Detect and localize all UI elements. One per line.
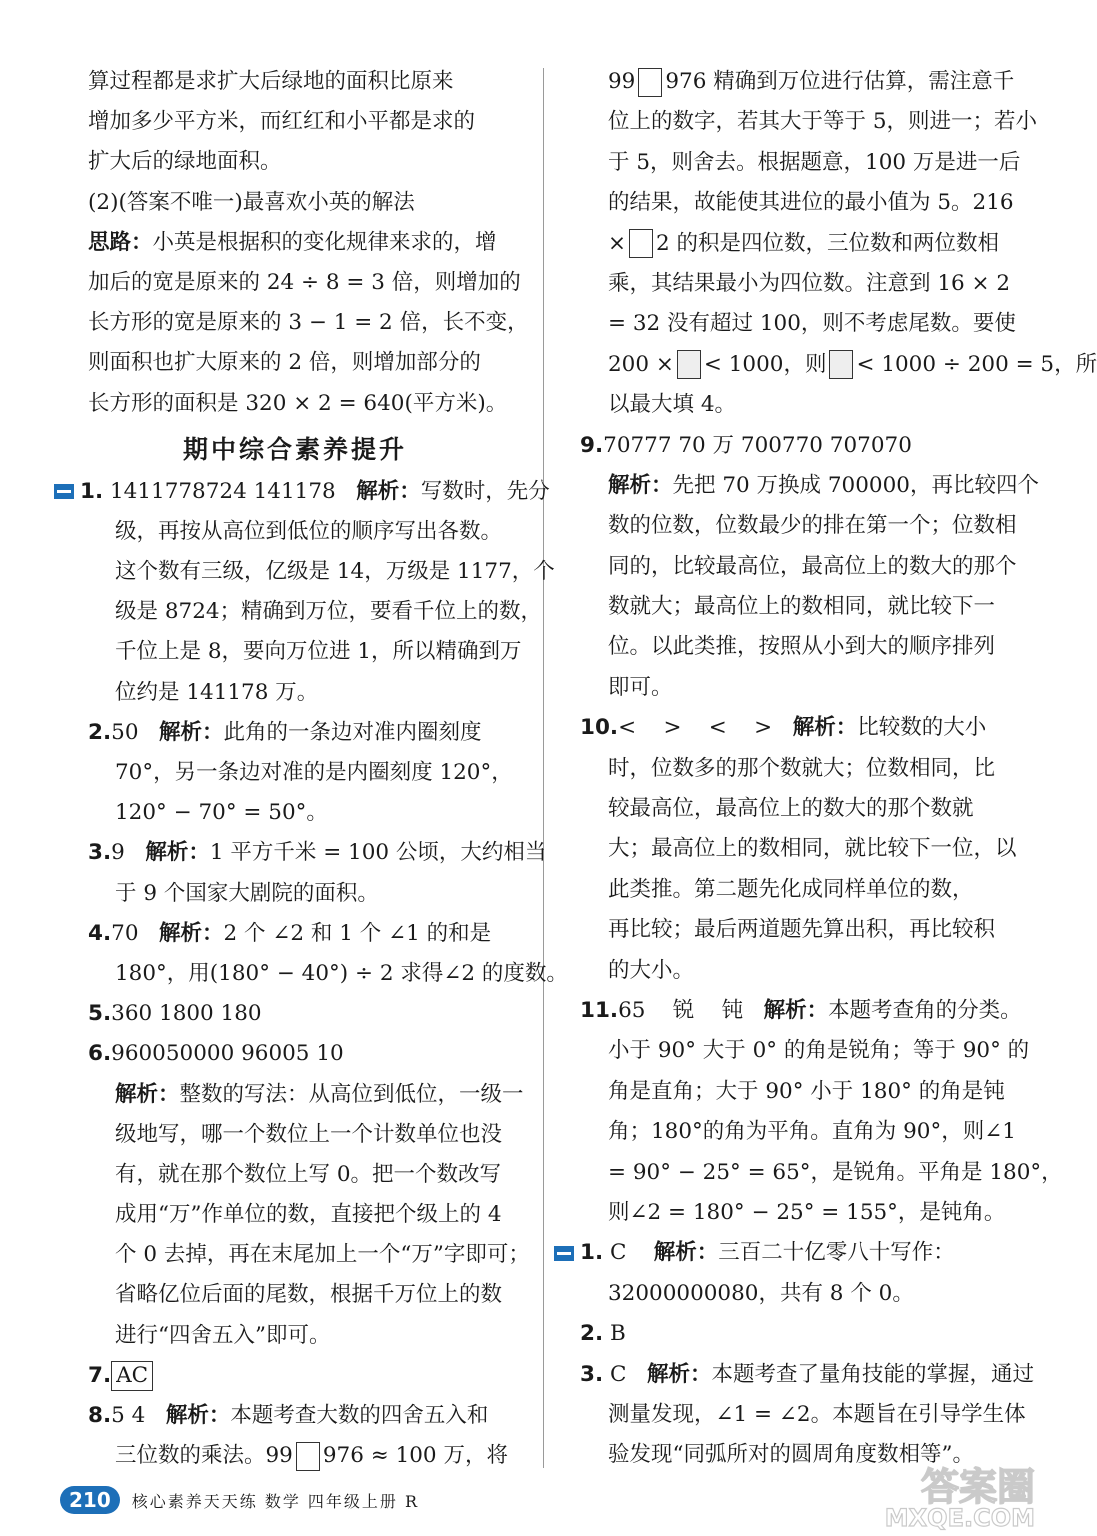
question-number: 8. [88, 1403, 112, 1428]
text-line: (2)(答案不唯一)最喜欢小英的解法 [88, 189, 415, 215]
answer: 70777 70 万 700770 707070 [603, 432, 912, 458]
question-number: 10. [580, 715, 619, 741]
text-span: < 1000 ÷ 200 = 5，所 [856, 351, 1097, 377]
text-line: = 32 没有超过 100，则不考虑尾数。要使 [608, 311, 1016, 337]
text-line: 验发现“同弧所对的圆周角度数相等”。 [608, 1442, 974, 1468]
left-column [60, 62, 568, 1476]
blank-box [829, 350, 853, 379]
text-span: 本题考查了量角技能的掌握，通过 [711, 1361, 1034, 1387]
text-span: 976 ≈ 100 万，将 [322, 1443, 508, 1469]
text-line: 此类推。第二题先化成同样单位的数， [608, 876, 974, 902]
question-number: 7. [88, 1362, 112, 1388]
answer: C [609, 1240, 627, 1266]
text-span: 三位数的乘法。99 [115, 1443, 293, 1469]
text-line: 增加多少平方米，而红红和小平都是求的 [88, 109, 476, 135]
watermark-text: 答案圈 [920, 1465, 1035, 1509]
question-11 [580, 991, 1025, 1031]
watermark-url: MXQE.COM [884, 1504, 1035, 1532]
blank-box [677, 350, 701, 379]
question-1 [54, 472, 550, 512]
text-span: 200 × [608, 351, 674, 377]
section-2-question-1 [554, 1233, 1025, 1273]
question-10 [580, 708, 1025, 748]
question-number: 2. [88, 719, 112, 745]
text-span: 99 [608, 69, 636, 94]
text-line: 于 5，则舍去。根据题意，100 万是进一后 [608, 149, 1021, 175]
answer: 1411778724 141178 [109, 478, 336, 504]
question-number: 5. [88, 1001, 112, 1027]
question-number: 2. [580, 1321, 604, 1347]
text-line: 角；180°的角为平角。直角为 90°，则∠1 [608, 1119, 1016, 1145]
question-2 [60, 713, 530, 753]
text-line: 个 0 去掉，再在末尾加上一个“万”字即可； [115, 1242, 530, 1268]
section-title: 期中综合素养提升 [182, 434, 407, 464]
question-6 [60, 1034, 530, 1074]
answer: 960050000 96005 10 [111, 1041, 344, 1067]
text-line [580, 62, 1025, 102]
text-line: 的大小。 [608, 957, 695, 983]
text-line: 以最大填 4。 [608, 392, 737, 418]
text-line: 时，位数多的那个数就大；位数相同，比 [608, 755, 996, 781]
text-line: 级是 8724；精确到万位，要看千位上的数， [115, 599, 543, 625]
text-line: 算过程都是求扩大后绿地的面积比原来 [88, 69, 454, 94]
answer: 9 [111, 840, 125, 866]
text-span: × [608, 230, 627, 256]
text-line: 成用“万”作单位的数，直接把个级上的 4 [115, 1202, 502, 1228]
section-1-marker-icon [54, 484, 74, 499]
text-span: 本题考查角的分类。 [828, 997, 1022, 1023]
text-line: 32000000080，共有 8 个 0。 [608, 1280, 914, 1306]
blank-box [629, 229, 653, 258]
text-span: 2 个 ∠2 和 1 个 ∠1 的和是 [223, 920, 492, 946]
text-line: 位上的数字，若其大于等于 5，则进一；若小 [608, 109, 1038, 135]
analysis-label: 解析： [792, 715, 858, 741]
text-span: 976 精确到万位进行估算，需注意千 [665, 69, 1015, 94]
text-line: 同的，比较最高位，最高位上的数大的那个 [608, 553, 1017, 579]
answer: 5 4 [111, 1403, 146, 1428]
text-line: 长方形的面积是 320 × 2 = 640(平方米)。 [88, 390, 508, 416]
question-number: 9. [580, 432, 604, 458]
analysis-label: 解析： [145, 840, 210, 866]
right-column [580, 62, 1097, 1476]
question-8 [60, 1396, 530, 1436]
text-line: 的结果，故能使其进位的最小值为 5。216 [608, 190, 1014, 216]
question-number: 4. [88, 920, 112, 946]
question-number: 3. [580, 1361, 604, 1387]
text-line [60, 1075, 530, 1115]
blank-box [296, 1442, 320, 1471]
text-line: 乘，其结果最小为四位数。注意到 16 × 2 [608, 270, 1011, 296]
section-2-question-2 [580, 1314, 1025, 1354]
analysis-label: 解析： [646, 1361, 712, 1387]
text-line: 数就大；最高位上的数相同，就比较下一 [608, 594, 996, 620]
text-line: 有，就在那个数位上写 0。把一个数改写 [115, 1161, 502, 1187]
text-line: 位约是 141178 万。 [115, 679, 319, 705]
text-line: = 90° − 25° = 65°，是锐角。平角是 180°， [608, 1159, 1063, 1185]
analysis-label: 解析： [159, 719, 224, 745]
text-line [60, 223, 530, 263]
text-line: 则∠2 = 180° − 25° = 155°，是钝角。 [608, 1199, 1006, 1225]
book-title: 核心素养天天练 数学 四年级上册 R [131, 1491, 420, 1511]
text-line: 较最高位，最高位上的数大的那个数就 [608, 796, 974, 822]
text-line: 长方形的宽是原来的 3 − 1 = 2 倍，长不变， [88, 310, 529, 336]
question-number: 11. [580, 997, 619, 1023]
text-line: 测量发现，∠1 = ∠2。本题旨在引导学生体 [608, 1401, 1026, 1427]
text-line: 省略亿位后面的尾数，根据千万位上的数 [115, 1282, 503, 1308]
text-line: 120° − 70° = 50°。 [115, 800, 328, 826]
answer: C [609, 1361, 627, 1387]
text-line: 角是直角；大于 90° 小于 180° 的角是钝 [608, 1078, 1005, 1104]
analysis-label: 解析： [165, 1403, 231, 1428]
text-span: 本题考查大数的四舍五入和 [230, 1403, 489, 1428]
text-span: 写数时，先分 [420, 478, 550, 504]
text-span: 1 平方千米 = 100 公顷，大约相当 [209, 840, 547, 866]
page-footer [60, 1480, 419, 1520]
text-line: 扩大后的绿地面积。 [88, 149, 282, 175]
text-line: 级，再按从高位到低位的顺序写出各数。 [115, 518, 503, 544]
answer: 65 锐 钝 [618, 997, 744, 1023]
watermark-logo [873, 1456, 1041, 1532]
question-7 [60, 1356, 530, 1396]
column-divider [543, 68, 544, 1468]
text-line: 进行“四舍五入”即可。 [115, 1322, 331, 1348]
text-line: 即可。 [608, 674, 673, 700]
text-line: 位。以此类推，按照从小到大的顺序排列 [608, 634, 996, 660]
hint-label: 思路： [88, 229, 153, 255]
text-span: 2 的积是四位数，三位数和两位数相 [656, 230, 1000, 256]
question-3 [60, 833, 547, 873]
text-span: 先把 70 万换成 700000，再比较四个 [672, 472, 1039, 498]
text-line: 级地写，哪一个数位上一个计数单位也没 [115, 1121, 503, 1147]
text-line: 180°，用(180° − 40°) ÷ 2 求得∠2 的度数。 [115, 960, 568, 986]
text-line: 数的位数，位数最少的排在第一个；位数相 [608, 513, 1017, 539]
analysis-label: 解析： [653, 1240, 719, 1266]
analysis-label: 解析： [608, 472, 673, 498]
analysis-label: 解析： [115, 1081, 180, 1107]
text-line: 小于 90° 大于 0° 的角是锐角；等于 90° 的 [608, 1038, 1030, 1064]
question-number: 3. [88, 840, 112, 866]
answer: 70 [111, 920, 139, 946]
text-span: 小英是根据积的变化规律来求的，增 [152, 229, 497, 255]
boxed-answer: AC [111, 1361, 153, 1391]
answer: 360 1800 180 [111, 1001, 262, 1027]
analysis-label: 解析： [763, 997, 829, 1023]
analysis-label: 解析： [356, 478, 421, 504]
question-4 [60, 914, 530, 954]
text-line [580, 224, 1025, 264]
answer: < > < > [618, 715, 773, 741]
answer: 50 [111, 719, 139, 745]
text-span: < 1000，则 [703, 351, 827, 377]
text-line: 加后的宽是原来的 24 ÷ 8 = 3 倍，则增加的 [88, 269, 521, 295]
text-line [60, 1436, 530, 1476]
question-number: 1. [580, 1240, 604, 1266]
text-line: 这个数有三级，亿级是 14，万级是 1177，个 [115, 559, 555, 585]
section-2-marker-icon [554, 1246, 574, 1261]
text-span: 三百二十亿零八十写作： [718, 1240, 955, 1266]
text-line: 再比较；最后两道题先算出积，再比较积 [608, 917, 996, 943]
text-line [580, 345, 1097, 385]
text-span: 此角的一条边对准内圈刻度 [223, 719, 482, 745]
text-line: 70°，另一条边对准的是内圈刻度 120°， [115, 760, 513, 785]
text-span: 比较数的大小 [857, 715, 987, 741]
question-number: 1. [80, 478, 104, 504]
text-span: 整数的写法：从高位到低位，一级一 [179, 1081, 524, 1107]
text-line: 大；最高位上的数相同，就比较下一位，以 [608, 836, 1017, 862]
question-number: 6. [88, 1041, 112, 1067]
text-line: 千位上是 8，要向万位进 1，所以精确到万 [115, 639, 522, 665]
question-9 [580, 426, 1025, 466]
text-line [580, 466, 1039, 506]
page-number: 210 [60, 1486, 120, 1514]
blank-box [638, 68, 662, 97]
text-line: 于 9 个国家大剧院的面积。 [115, 880, 379, 906]
answer: B [609, 1321, 626, 1347]
question-5 [60, 994, 530, 1034]
analysis-label: 解析： [159, 920, 224, 946]
text-line: 则面积也扩大原来的 2 倍，则增加部分的 [88, 350, 481, 376]
section-2-question-3 [580, 1355, 1034, 1395]
